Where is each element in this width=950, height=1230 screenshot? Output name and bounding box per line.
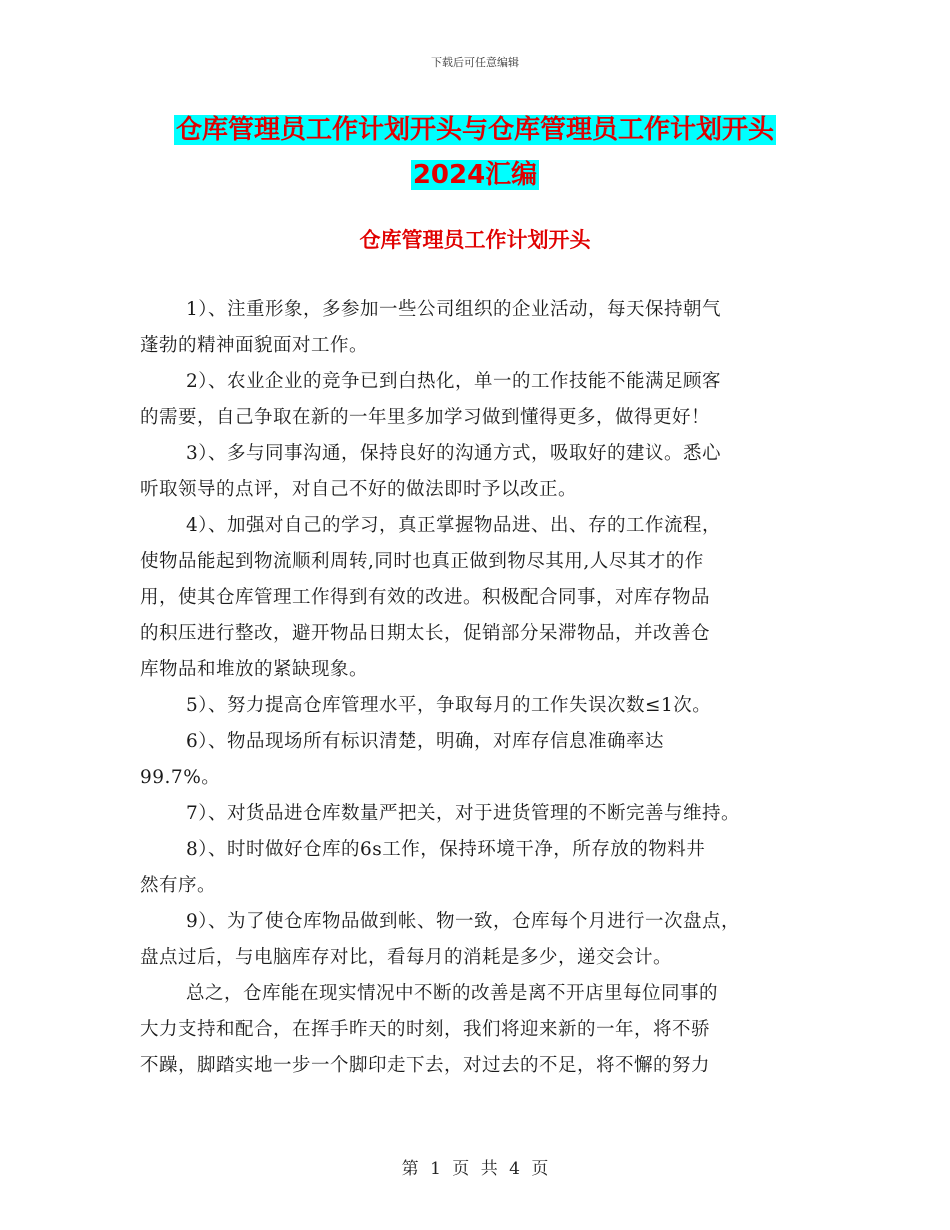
page-header-note: 下载后可任意编辑 xyxy=(431,56,519,69)
document-title-text-1: 仓库管理员工作计划开头与仓库管理员工作计划开头 xyxy=(175,115,774,145)
paragraph-line: 6）、物品现场所有标识清楚，明确，对库存信息准确率达 xyxy=(186,731,665,752)
paragraph-line: 2）、农业企业的竞争已到白热化，单一的工作技能不能满足顾客 xyxy=(186,371,722,392)
paragraph-line: 不躁，脚踏实地一步一个脚印走下去，对过去的不足，将不懈的努力 xyxy=(140,1055,711,1076)
paragraph-line: 大力支持和配合，在挥手昨天的时刻，我们将迎来新的一年，将不骄 xyxy=(140,1019,711,1040)
paragraph-line: 然有序。 xyxy=(140,875,217,896)
paragraph-line: 4）、加强对自己的学习，真正掌握物品进、出、存的工作流程， xyxy=(186,515,722,536)
paragraph-line: 5）、努力提高仓库管理水平，争取每月的工作失误次数≤1次。 xyxy=(186,695,712,716)
paragraph-line: 使物品能起到物流顺利周转,同时也真正做到物尽其用,人尽其才的作 xyxy=(140,551,704,572)
paragraph-line: 听取领导的点评，对自己不好的做法即时予以改正。 xyxy=(140,479,578,500)
paragraph-line: 盘点过后，与电脑库存对比，看每月的消耗是多少，递交会计。 xyxy=(140,947,673,968)
paragraph-line: 库物品和堆放的紧缺现象。 xyxy=(140,659,369,680)
paragraph-line: 蓬勃的精神面貌面对工作。 xyxy=(140,335,369,356)
paragraph-line: 的积压进行整改，避开物品日期太长，促销部分呆滞物品，并改善仓 xyxy=(140,623,711,644)
paragraph-line: 3）、多与同事沟通，保持良好的沟通方式，吸取好的建议。悉心 xyxy=(186,443,722,464)
paragraph-line: 用，使其仓库管理工作得到有效的改进。积极配合同事，对库存物品 xyxy=(140,587,711,608)
document-title-line-2 xyxy=(0,155,950,195)
document-title-text-2: 2024汇编 xyxy=(412,160,538,190)
paragraph-line: 的需要，自己争取在新的一年里多加学习做到懂得更多，做得更好！ xyxy=(140,407,711,428)
paragraph-line: 总之，仓库能在现实情况中不断的改善是离不开店里每位同事的 xyxy=(186,983,719,1004)
page-footer: 第 1 页 共 4 页 xyxy=(401,1159,549,1179)
paragraph-line: 9）、为了使仓库物品做到帐、物一致，仓库每个月进行一次盘点， xyxy=(186,911,741,932)
paragraph-line: 1）、注重形象，多参加一些公司组织的企业活动，每天保持朝气 xyxy=(186,299,722,320)
document-title-line-1 xyxy=(0,110,950,150)
paragraph-line: 8）、时时做好仓库的6s工作，保持环境干净，所存放的物料井 xyxy=(186,839,706,860)
paragraph-line: 7）、对货品进仓库数量严把关，对于进货管理的不断完善与维持。 xyxy=(186,803,741,824)
document-body xyxy=(140,292,830,1084)
paragraph-line: 99.7%。 xyxy=(140,767,221,788)
section-title: 仓库管理员工作计划开头 xyxy=(359,228,591,252)
